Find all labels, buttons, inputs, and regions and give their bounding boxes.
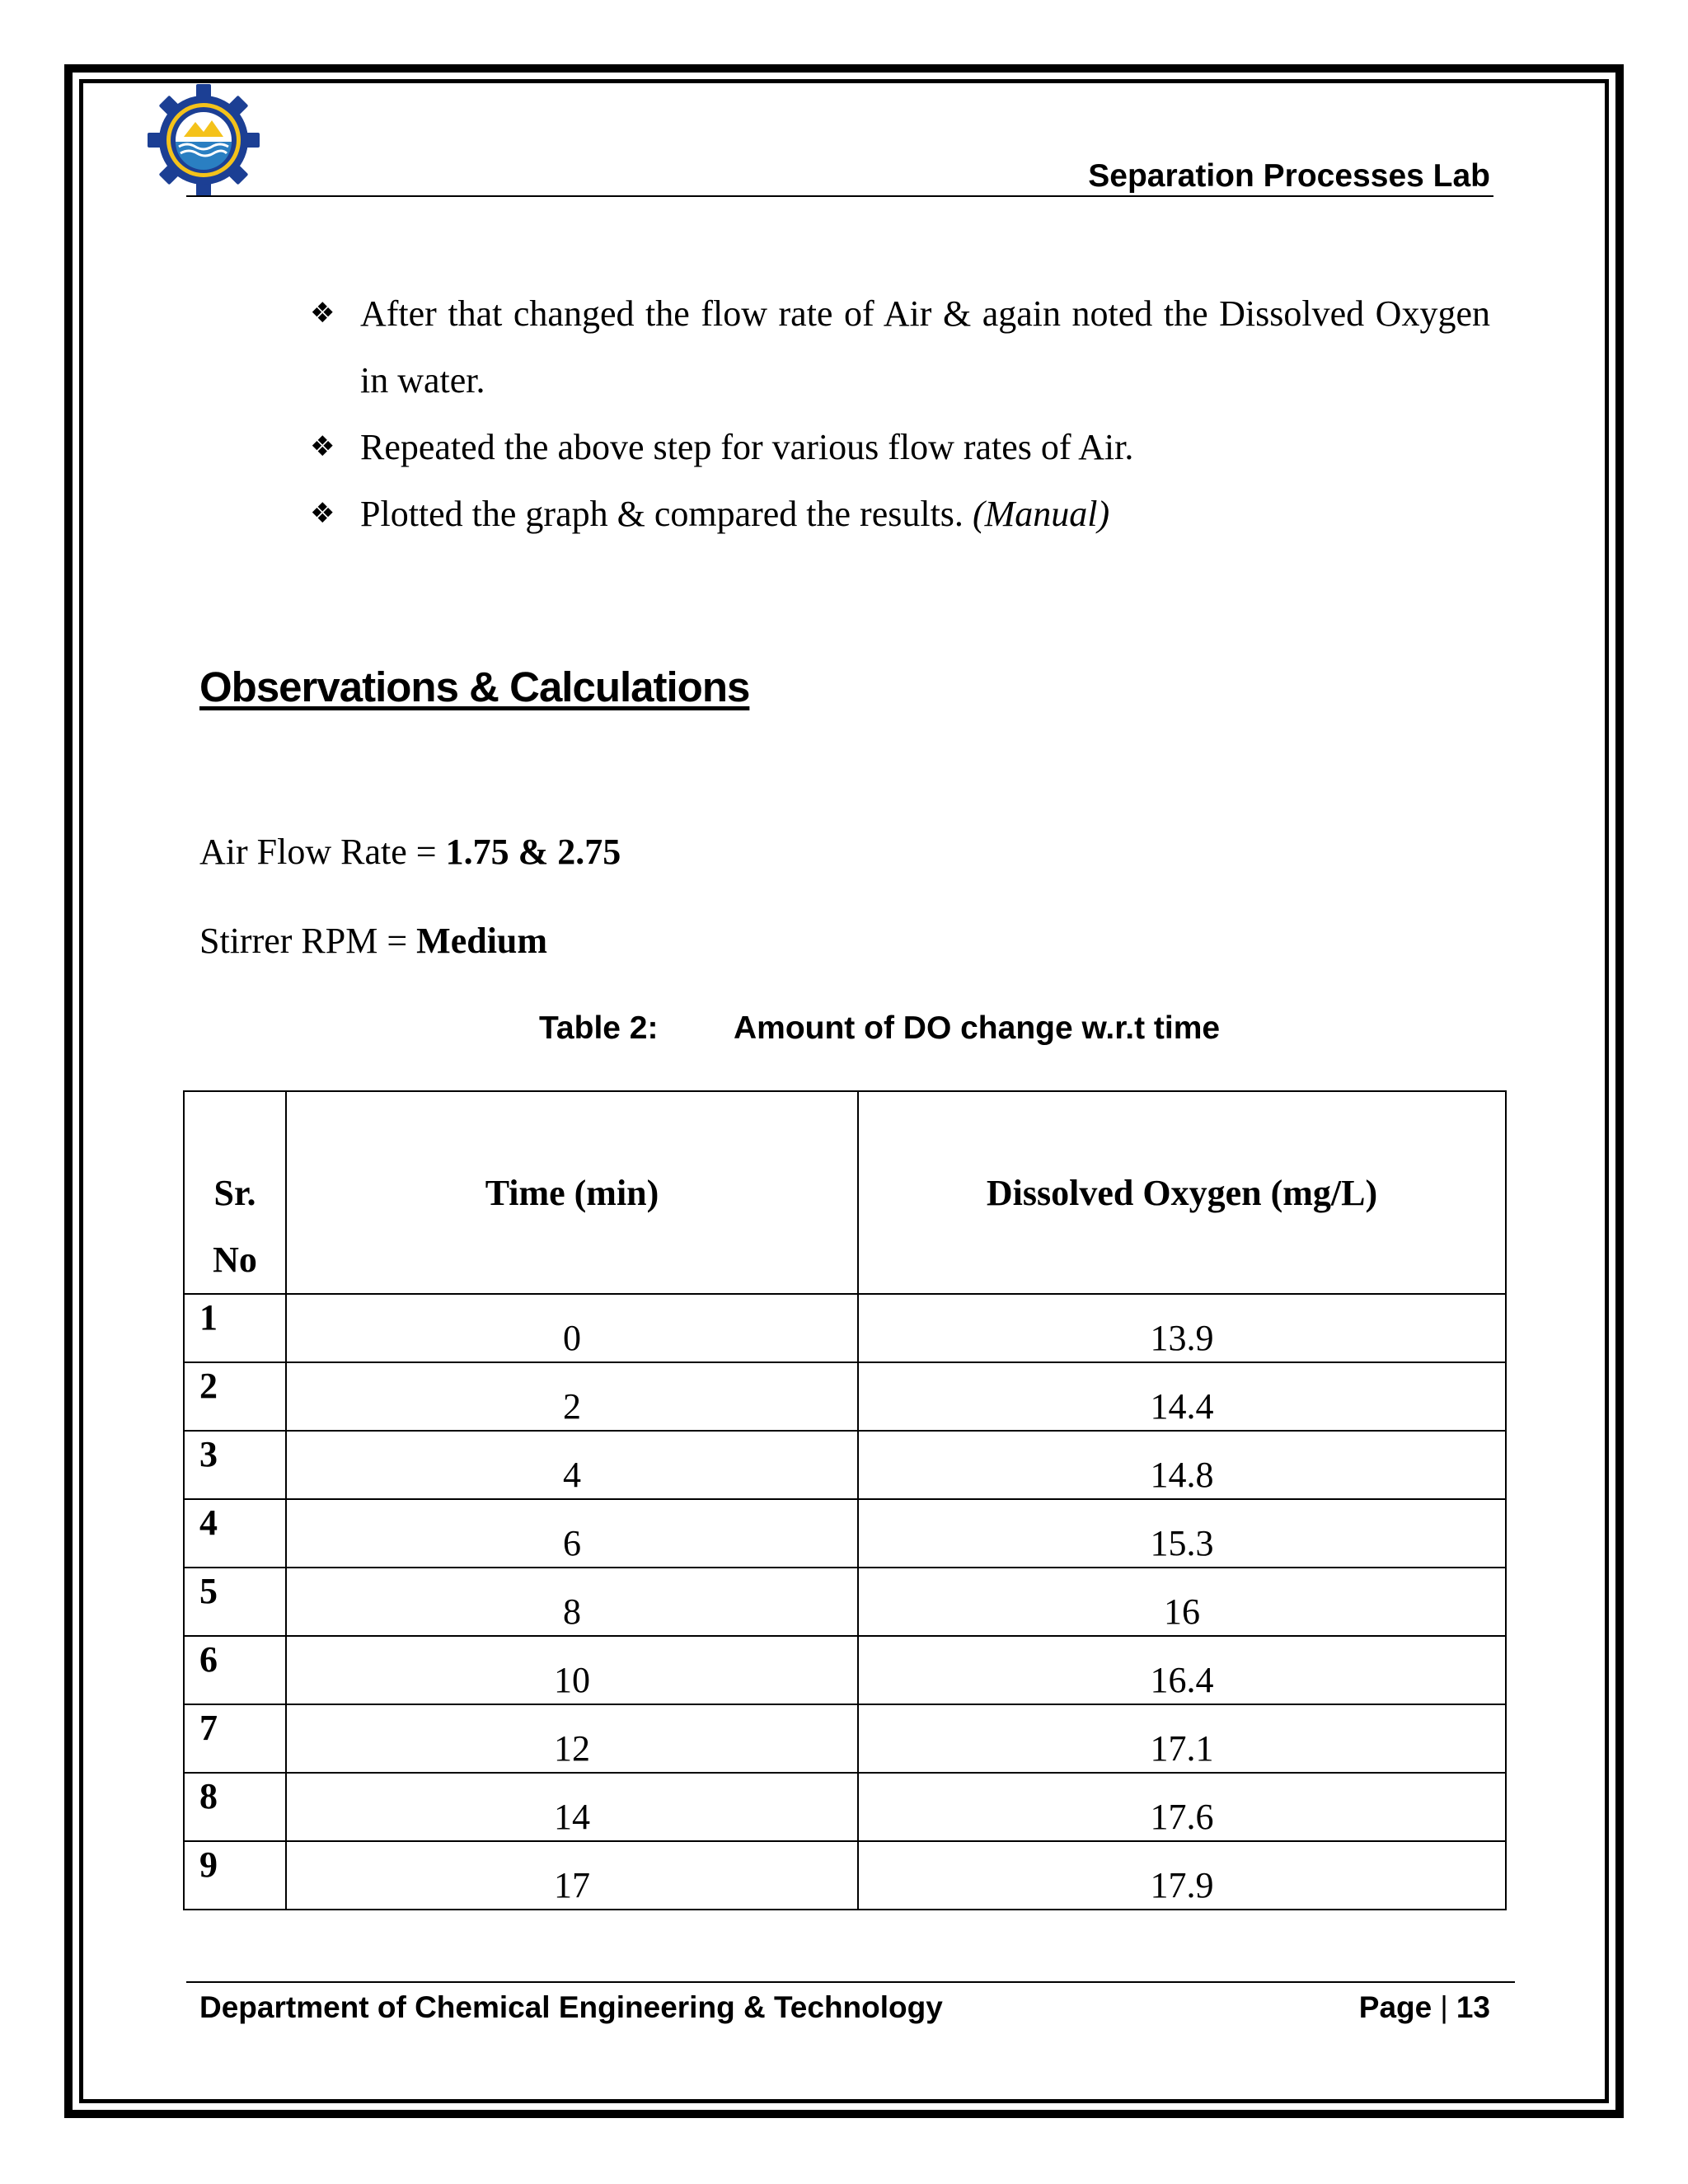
- cell-time: 10: [286, 1636, 858, 1704]
- list-item: [310, 480, 1490, 547]
- stirrer-rpm: [199, 920, 547, 962]
- table-row: [184, 1362, 1506, 1431]
- table-row: [184, 1499, 1506, 1568]
- do-data-table: [183, 1090, 1507, 1910]
- table-header-row: [184, 1091, 1506, 1294]
- header-dissolved-oxygen: Dissolved Oxygen (mg/L): [858, 1091, 1506, 1294]
- cell-sr: 5: [184, 1568, 286, 1636]
- list-item: [310, 414, 1490, 480]
- table-row: [184, 1294, 1506, 1362]
- cell-sr: 2: [184, 1362, 286, 1431]
- cell-time: 2: [286, 1362, 858, 1431]
- table-row: [184, 1773, 1506, 1841]
- cell-do: 17.9: [858, 1841, 1506, 1910]
- page-number: 13: [1456, 1990, 1490, 2024]
- cell-do: 15.3: [858, 1499, 1506, 1568]
- cell-sr: 1: [184, 1294, 286, 1362]
- footer-divider: [186, 1981, 1515, 1983]
- air-flow-label: Air Flow Rate =: [199, 832, 437, 872]
- cell-do: 16.4: [858, 1636, 1506, 1704]
- cell-sr: 8: [184, 1773, 286, 1841]
- cell-time: 12: [286, 1704, 858, 1773]
- cell-sr: 4: [184, 1499, 286, 1568]
- air-flow-rate: [199, 831, 621, 873]
- university-logo: [142, 82, 265, 198]
- footer-department: Department of Chemical Engineering & Technology: [199, 1990, 943, 2024]
- cell-time: 0: [286, 1294, 858, 1362]
- header-sr-no: Sr. No: [184, 1091, 286, 1294]
- diamond-bullet-icon: ❖: [310, 430, 335, 463]
- cell-sr: 7: [184, 1704, 286, 1773]
- header-title: Separation Processes Lab: [1088, 158, 1490, 194]
- cell-time: 4: [286, 1431, 858, 1499]
- table-caption: [539, 1010, 1220, 1047]
- cell-do: 17.6: [858, 1773, 1506, 1841]
- cell-sr: 9: [184, 1841, 286, 1910]
- header-time: Time (min): [286, 1091, 858, 1294]
- stirrer-label: Stirrer RPM =: [199, 921, 408, 961]
- page-separator: |: [1440, 1990, 1448, 2024]
- cell-do: 16: [858, 1568, 1506, 1636]
- diamond-bullet-icon: ❖: [310, 297, 335, 330]
- cell-do: 13.9: [858, 1294, 1506, 1362]
- diamond-bullet-icon: ❖: [310, 497, 335, 530]
- cell-time: 14: [286, 1773, 858, 1841]
- bullet-note: (Manual): [972, 494, 1110, 534]
- table-row: [184, 1704, 1506, 1773]
- table-caption-number: Table 2:: [539, 1010, 659, 1046]
- table-row: [184, 1431, 1506, 1499]
- table-row: [184, 1568, 1506, 1636]
- bullet-text: Plotted the graph & compared the results.: [360, 494, 964, 534]
- footer-page-number: [1359, 1990, 1490, 2025]
- cell-time: 17: [286, 1841, 858, 1910]
- bullet-text: Repeated the above step for various flow rates of Air.: [360, 427, 1134, 467]
- table-row: [184, 1841, 1506, 1910]
- procedure-bullet-list: [310, 280, 1490, 547]
- table-row: [184, 1636, 1506, 1704]
- header-divider: [186, 195, 1493, 197]
- table-caption-text: Amount of DO change w.r.t time: [734, 1010, 1221, 1046]
- cell-do: 14.4: [858, 1362, 1506, 1431]
- stirrer-value: Medium: [416, 921, 548, 961]
- list-item: [310, 280, 1490, 414]
- cell-time: 8: [286, 1568, 858, 1636]
- cell-time: 6: [286, 1499, 858, 1568]
- cell-do: 17.1: [858, 1704, 1506, 1773]
- section-heading: Observations & Calculations: [199, 663, 750, 710]
- cell-sr: 6: [184, 1636, 286, 1704]
- cell-do: 14.8: [858, 1431, 1506, 1499]
- air-flow-value: 1.75 & 2.75: [445, 832, 621, 872]
- page-label: Page: [1358, 1990, 1432, 2024]
- bullet-text: After that changed the flow rate of Air & again noted the Dissolved Oxygen in water.: [360, 293, 1490, 401]
- cell-sr: 3: [184, 1431, 286, 1499]
